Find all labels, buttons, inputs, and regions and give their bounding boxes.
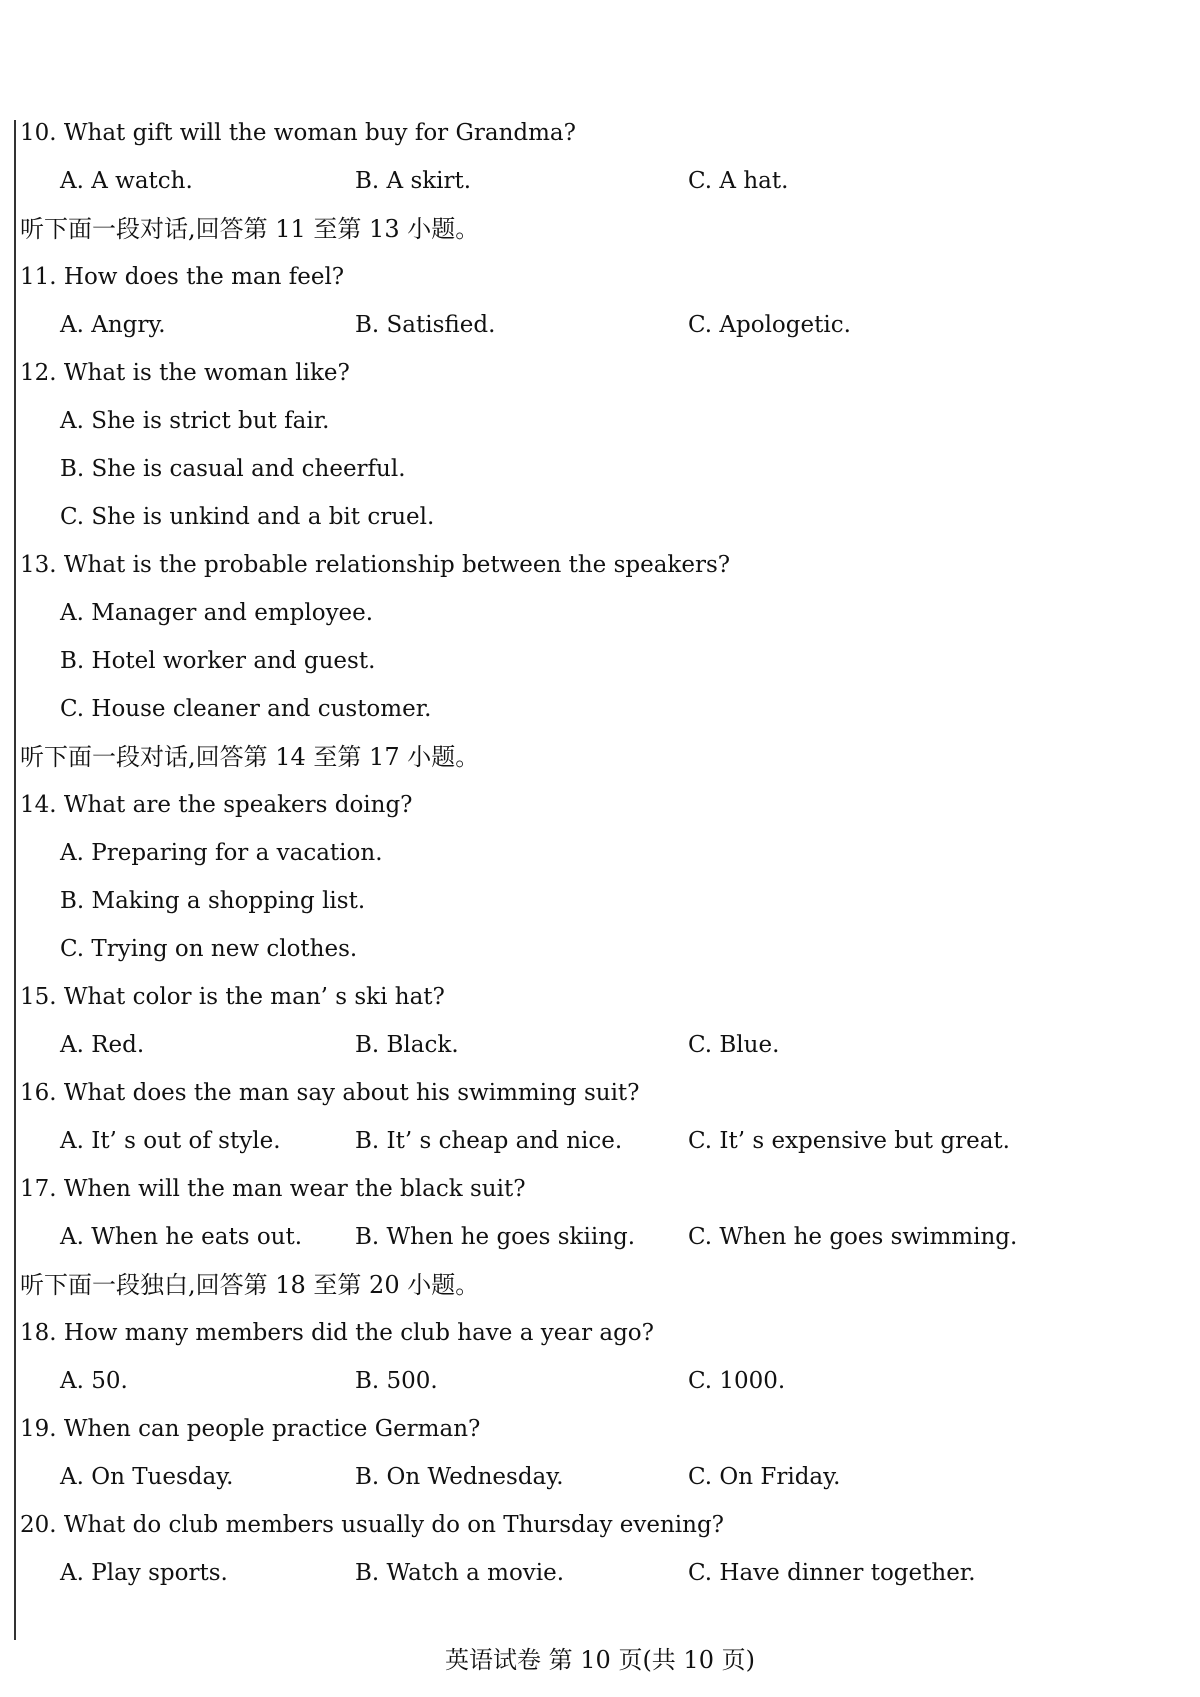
option-a: A. Red. — [60, 1032, 145, 1058]
question-16-stem: 16. What does the man say about his swimming suit? — [20, 1080, 640, 1106]
question-list — [20, 118, 1170, 1606]
option-b: B. She is casual and cheerful. — [60, 456, 406, 482]
option-c: C. 1000. — [688, 1368, 786, 1394]
question-11-stem: 11. How does the man feel? — [20, 264, 345, 290]
question-18-stem: 18. How many members did the club have a year ago? — [20, 1320, 654, 1346]
question-13-stem: 13. What is the probable relationship between the speakers? — [20, 552, 731, 578]
option-a: A. Play sports. — [60, 1560, 228, 1586]
section-instruction: 听下面一段对话,回答第 11 至第 13 小题。 — [20, 215, 480, 243]
option-b: B. On Wednesday. — [355, 1464, 564, 1490]
option-a: A. When he eats out. — [60, 1224, 303, 1250]
option-a: A. 50. — [60, 1368, 128, 1394]
option-c: C. Apologetic. — [688, 312, 851, 338]
option-a: A. Manager and employee. — [60, 600, 374, 626]
question-10-stem: 10. What gift will the woman buy for Grandma? — [20, 120, 576, 146]
question-12-stem: 12. What is the woman like? — [20, 360, 350, 386]
margin-rule — [14, 120, 16, 1640]
section-instruction: 听下面一段独白,回答第 18 至第 20 小题。 — [20, 1271, 480, 1299]
option-c: C. She is unkind and a bit cruel. — [60, 504, 435, 530]
option-b: B. Making a shopping list. — [60, 888, 366, 914]
option-b: B. Hotel worker and guest. — [60, 648, 376, 674]
question-19-stem: 19. When can people practice German? — [20, 1416, 481, 1442]
option-a: A. It’ s out of style. — [60, 1128, 281, 1154]
question-20-options — [20, 1558, 1170, 1606]
option-b: B. Watch a movie. — [355, 1560, 565, 1586]
question-16-options — [20, 1126, 1170, 1174]
question-17-options — [20, 1222, 1170, 1270]
option-b: B. 500. — [355, 1368, 438, 1394]
question-18-options — [20, 1366, 1170, 1414]
section-instruction: 听下面一段对话,回答第 14 至第 17 小题。 — [20, 743, 480, 771]
option-b: B. A skirt. — [355, 168, 472, 194]
option-c: C. A hat. — [688, 168, 789, 194]
question-11-options — [20, 310, 1170, 358]
option-a: A. She is strict but fair. — [60, 408, 330, 434]
question-10-options — [20, 166, 1170, 214]
option-a: A. Preparing for a vacation. — [60, 840, 383, 866]
option-a: A. A watch. — [60, 168, 193, 194]
option-a: A. Angry. — [60, 312, 166, 338]
option-c: C. Have dinner together. — [688, 1560, 976, 1586]
option-c: C. Blue. — [688, 1032, 780, 1058]
option-b: B. Satisfied. — [355, 312, 496, 338]
option-c: C. Trying on new clothes. — [60, 936, 358, 962]
option-b: B. It’ s cheap and nice. — [355, 1128, 623, 1154]
option-b: B. When he goes skiing. — [355, 1224, 636, 1250]
option-c: C. When he goes swimming. — [688, 1224, 1018, 1250]
question-20-stem: 20. What do club members usually do on Thursday evening? — [20, 1512, 725, 1538]
option-c: C. House cleaner and customer. — [60, 696, 432, 722]
question-14-stem: 14. What are the speakers doing? — [20, 792, 413, 818]
option-c: C. It’ s expensive but great. — [688, 1128, 1010, 1154]
option-b: B. Black. — [355, 1032, 459, 1058]
question-17-stem: 17. When will the man wear the black suit? — [20, 1176, 526, 1202]
page-footer: 英语试卷 第 10 页(共 10 页) — [445, 1646, 755, 1674]
question-15-stem: 15. What color is the man’ s ski hat? — [20, 984, 445, 1010]
question-15-options — [20, 1030, 1170, 1078]
question-19-options — [20, 1462, 1170, 1510]
option-a: A. On Tuesday. — [60, 1464, 234, 1490]
option-c: C. On Friday. — [688, 1464, 841, 1490]
